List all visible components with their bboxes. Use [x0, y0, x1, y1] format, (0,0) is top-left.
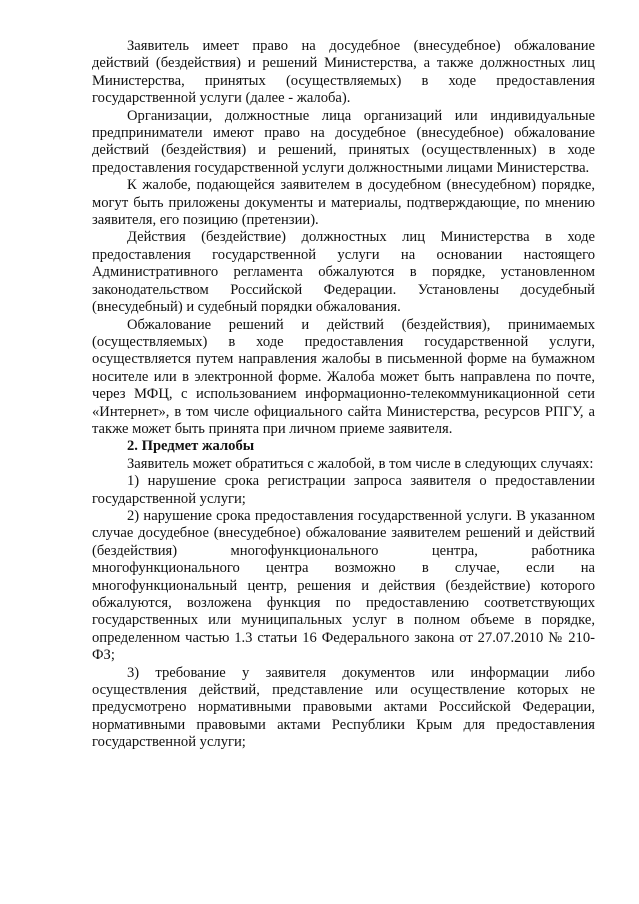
paragraph-cases-intro: Заявитель может обратиться с жалобой, в том числе в следующих случаях:: [127, 455, 594, 472]
list-item-1: 1) нарушение срока регистрации запроса заявителя о предоставлении государственной услуги;: [92, 473, 595, 507]
document-page: [92, 38, 595, 752]
list-item-3: 3) требование у заявителя документов или информации либо осуществления действий, представление или осуществление которых не предусмотрено нормативными правовыми актами Российской Федерации, нормативными правовыми актами Республики Крым для предоставления государственной услуги;: [92, 664, 595, 751]
section-heading: 2. Предмет жалобы: [127, 438, 255, 455]
list-item-2: 2) нарушение срока предоставления государственной услуги. В указанном случае досудебное (внесудебное) обжалование заявителем решений и действий (бездействия) многофункционального центра, работника многофункционального центра возможно в случае, если на многофункциональный центр, решения и действия (бездействие) которого обжалуются, возложена функция по предоставлению соответствующих государственных или муниципальных услуг в полном объеме в порядке, определенном частью 1.3 статьи 16 Федерального закона от 27.07.2010 № 210-ФЗ;: [92, 507, 595, 664]
paragraph-organizations-right: Организации, должностные лица организаций или индивидуальные предприниматели имеют право на досудебное (внесудебное) обжалование действий (бездействия) и решений, принятых (осуществленных) в ходе предоставления государственной услуги должностными лицами Министерства.: [92, 107, 595, 176]
paragraph-complaint-submission: Обжалование решений и действий (бездействия), принимаемых (осуществляемых) в ходе предоставления государственной услуги, осуществляется путем направления жалобы в письменной форме на бумажном носителе или в электронной форме. Жалоба может быть направлена по почте, через МФЦ, с использованием информационно-телекоммуникационной сети «Интернет», в том числе официального сайта Министерства, ресурсов РПГУ, а также может быть принята при личном приеме заявителя.: [92, 316, 595, 437]
paragraph-appeal-procedure: Действия (бездействие) должностных лиц Министерства в ходе предоставления государственной услуги на основании настоящего Административного регламента обжалуются в порядке, установленном законодательством Российской Федерации. Установлены досудебный (внесудебный) и судебный порядки обжалования.: [92, 229, 595, 316]
paragraph-right-to-appeal: Заявитель имеет право на досудебное (внесудебное) обжалование действий (бездействия) и решений Министерства, а также должностных лиц Министерства, принятых (осуществляемых) в ходе предоставления государственной услуги (далее - жалоба).: [92, 38, 595, 107]
paragraph-attachments: К жалобе, подающейся заявителем в досудебном (внесудебном) порядке, могут быть приложены документы и материалы, подтверждающие, по мнению заявителя, его позицию (претензии).: [92, 177, 595, 229]
